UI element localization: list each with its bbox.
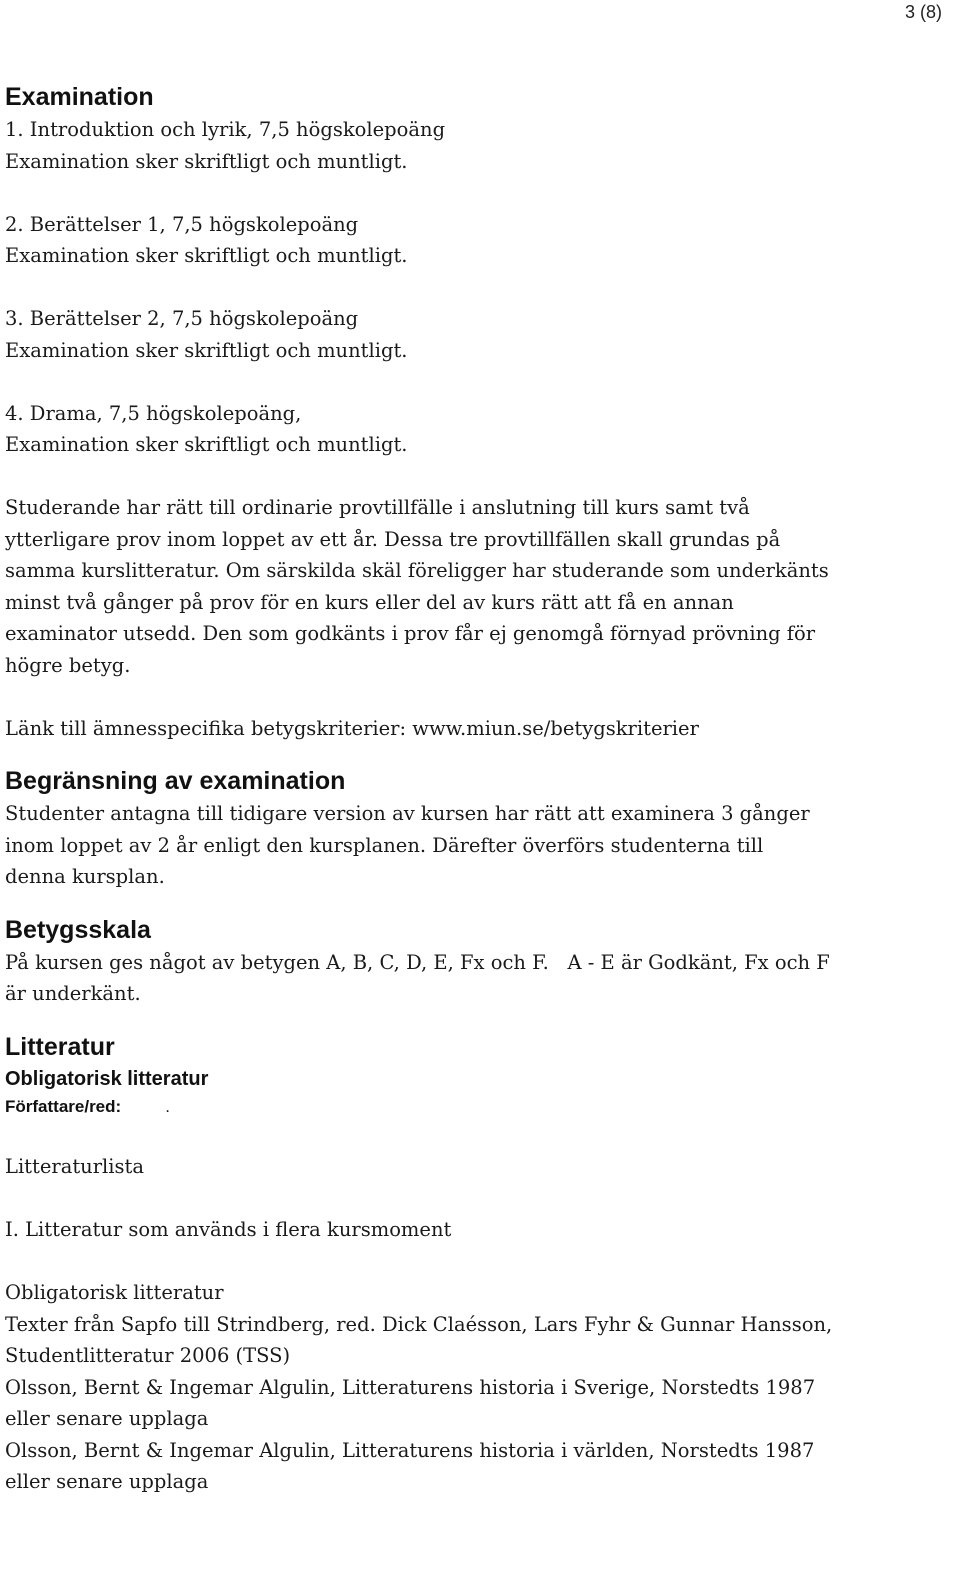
mandatory-literature-label: Obligatorisk litteratur: [5, 1281, 224, 1304]
text-line: samma kurslitteratur. Om särskilda skäl föreligger har studerande som underkänts: [5, 559, 829, 582]
literature-section-title: I. Litteratur som används i flera kursmoment: [5, 1218, 452, 1241]
grading-heading: Betygsskala: [5, 915, 151, 944]
module-exam-text: Examination sker skriftligt och muntligt.: [5, 433, 408, 456]
literature-heading: Litteratur: [5, 1032, 115, 1061]
exam-rules-paragraph: [5, 492, 945, 681]
literature-entry-line: eller senare upplaga: [5, 1470, 209, 1493]
literature-entries: [5, 1309, 945, 1498]
literature-entry-line: eller senare upplaga: [5, 1407, 209, 1430]
module-title: 4. Drama, 7,5 högskolepoäng,: [5, 401, 302, 425]
module-title: 3. Berättelser 2, 7,5 högskolepoäng: [5, 307, 359, 330]
literature-list-title: Litteraturlista: [5, 1155, 145, 1178]
module-exam-text: Examination sker skriftligt och muntligt.: [5, 338, 408, 362]
author-value: .: [165, 1096, 170, 1116]
text-line: ytterligare prov inom loppet av ett år. Dessa tre provtillfällen skall grundas på: [5, 527, 781, 551]
module-exam-text: Examination sker skriftligt och muntligt.: [5, 149, 408, 173]
module-title: 1. Introduktion och lyrik, 7,5 högskolepoäng: [5, 118, 446, 141]
text-line: denna kursplan.: [5, 865, 165, 888]
literature-entry-line: Studentlitteratur 2006 (TSS): [5, 1344, 291, 1367]
module-4: [5, 398, 945, 461]
grading-paragraph: [5, 947, 945, 1010]
mandatory-literature-heading: Obligatorisk litteratur: [5, 1067, 209, 1090]
text-line: examinator utsedd. Den som godkänts i prov får ej genomgå förnyad prövning för: [5, 622, 816, 645]
text-line: Studerande har rätt till ordinarie provtillfälle i anslutning till kurs samt två: [5, 496, 750, 519]
text-line: är underkänt.: [5, 982, 141, 1005]
module-2: [5, 209, 945, 272]
criteria-link-text: Länk till ämnesspecifika betygskriterier: www.miun.se/betygskriterier: [5, 716, 699, 740]
text-line: inom loppet av 2 år enligt den kursplanen. Därefter överförs studenterna till: [5, 833, 764, 857]
module-1: [5, 114, 945, 177]
text-line: högre betyg.: [5, 653, 131, 677]
author-row: [5, 1094, 945, 1120]
examination-heading: Examination: [5, 83, 154, 111]
literature-entry-line: Texter från Sapfo till Strindberg, red. Dick Claésson, Lars Fyhr & Gunnar Hansson,: [5, 1312, 833, 1336]
module-exam-text: Examination sker skriftligt och muntligt.: [5, 244, 408, 267]
module-3: [5, 303, 945, 366]
module-title: 2. Berättelser 1, 7,5 högskolepoäng: [5, 212, 359, 236]
text-line: På kursen ges något av betygen A, B, C, D, E, Fx och F. A - E är Godkänt, Fx och F: [5, 950, 830, 974]
limitation-heading: Begränsning av examination: [5, 767, 346, 795]
literature-entry-line: Olsson, Bernt & Ingemar Algulin, Litteraturens historia i Sverige, Norstedts 1987: [5, 1375, 816, 1399]
document-body: [5, 80, 945, 1498]
limitation-paragraph: [5, 798, 945, 893]
literature-entry-line: Olsson, Bernt & Ingemar Algulin, Litteraturens historia i världen, Norstedts 1987: [5, 1438, 815, 1462]
text-line: Studenter antagna till tidigare version av kursen har rätt att examinera 3 gånger: [5, 802, 810, 825]
author-label: Författare/red:: [5, 1096, 122, 1116]
text-line: minst två gånger på prov för en kurs eller del av kurs rätt att få en annan: [5, 590, 734, 614]
page-number: 3 (8): [904, 2, 942, 22]
